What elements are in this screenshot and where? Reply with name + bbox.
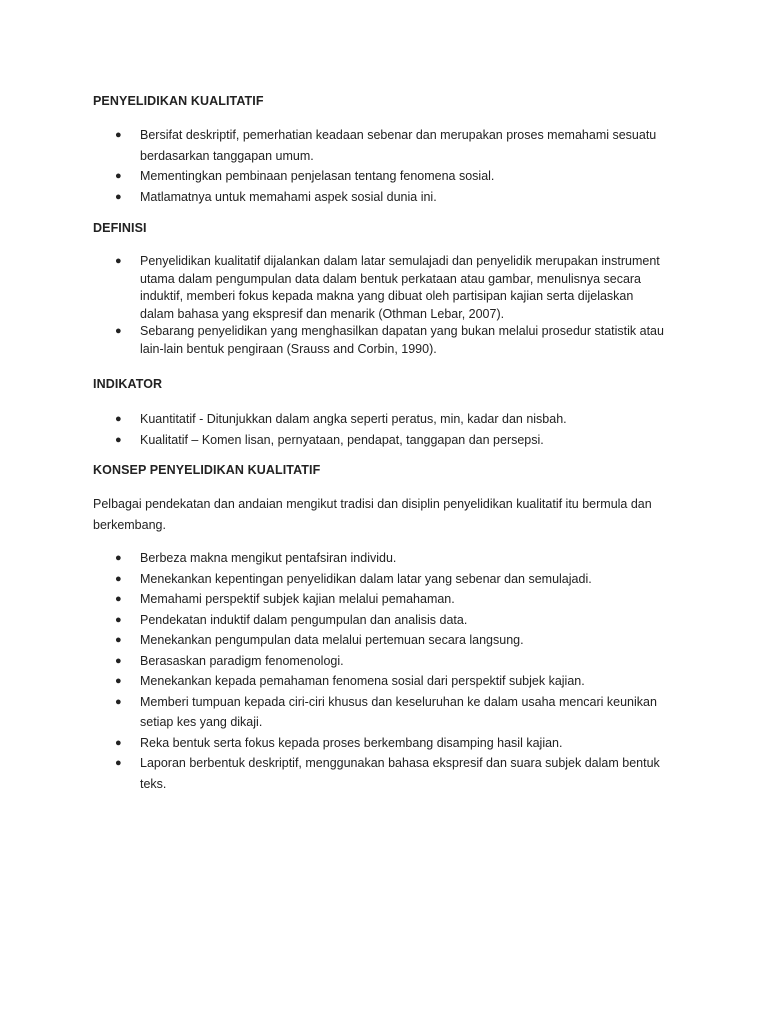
list-item xyxy=(0,692,670,733)
list-item-text: Memahami perspektif subjek kajian melalui pemahaman. xyxy=(140,592,455,606)
list-item-text: Menekankan kepada pemahaman fenomena sosial dari perspektif subjek kajian. xyxy=(140,674,585,688)
list-item-text: Menekankan pengumpulan data melalui pertemuan secara langsung. xyxy=(140,633,524,647)
bullet-icon: ● xyxy=(115,613,122,626)
bullet-icon: ● xyxy=(115,695,122,708)
bullet-icon: ● xyxy=(115,190,122,203)
list-item-text: Kualitatif – Komen lisan, pernyataan, pendapat, tanggapan dan persepsi. xyxy=(140,432,544,447)
list-item-text: Berasaskan paradigm fenomenologi. xyxy=(140,653,344,668)
section-paragraph: Pelbagai pendekatan dan andaian mengikut tradisi dan disiplin penyelidikan kualitatif itu bermula dan berkembang. xyxy=(93,497,652,532)
bullet-icon: ● xyxy=(115,654,122,667)
bullet-icon: ● xyxy=(115,552,122,564)
list-item-text: Memberi tumpuan kepada ciri-ciri khusus dan keseluruhan ke dalam usaha mencari keunikan setiap kes yang dikaji. xyxy=(140,694,657,729)
list-item-text: Sebarang penyelidikan yang menghasilkan dapatan yang bukan melalui prosedur statistik atau lain-lain bentuk pengiraan (Srauss and Corbin, 1990). xyxy=(140,324,664,356)
bullet-icon: ● xyxy=(115,413,122,425)
bullet-icon: ● xyxy=(115,255,122,267)
list-item xyxy=(0,753,670,794)
list-item xyxy=(0,610,670,631)
list-item xyxy=(0,548,670,569)
list-item xyxy=(0,166,670,187)
bullet-icon: ● xyxy=(115,634,122,646)
section-heading: PENYELIDIKAN KUALITATIF xyxy=(93,94,264,108)
bullet-list xyxy=(0,125,670,207)
list-item xyxy=(0,671,670,692)
list-item xyxy=(0,589,670,610)
list-item xyxy=(0,430,670,451)
list-item-text: Berbeza makna mengikut pentafsiran individu. xyxy=(140,551,397,565)
bullet-icon: ● xyxy=(115,675,122,687)
list-item xyxy=(0,569,670,590)
section-heading: DEFINISI xyxy=(93,221,147,235)
list-item-text: Mementingkan pembinaan penjelasan tentang fenomena sosial. xyxy=(140,169,495,183)
list-item xyxy=(0,187,670,208)
list-item xyxy=(0,253,670,323)
list-item-text: Menekankan kepentingan penyelidikan dalam latar yang sebenar dan semulajadi. xyxy=(140,571,592,586)
bullet-icon: ● xyxy=(115,736,122,749)
list-item-text: Kuantitatif - Ditunjukkan dalam angka seperti peratus, min, kadar dan nisbah. xyxy=(140,412,567,426)
bullet-icon: ● xyxy=(115,170,122,182)
list-item xyxy=(0,409,670,430)
section-heading: KONSEP PENYELIDIKAN KUALITATIF xyxy=(93,463,321,477)
bullet-list xyxy=(0,409,670,450)
bullet-list xyxy=(0,253,670,358)
bullet-icon: ● xyxy=(115,757,122,769)
list-item xyxy=(0,651,670,672)
bullet-list xyxy=(0,548,670,794)
list-item xyxy=(0,733,670,754)
list-item-text: Matlamatnya untuk memahami aspek sosial dunia ini. xyxy=(140,189,437,204)
bullet-icon: ● xyxy=(115,129,122,141)
list-item xyxy=(0,323,670,358)
bullet-icon: ● xyxy=(115,572,122,585)
section-heading: INDIKATOR xyxy=(93,377,163,391)
list-item-text: Reka bentuk serta fokus kepada proses berkembang disamping hasil kajian. xyxy=(140,735,563,750)
bullet-icon: ● xyxy=(115,593,122,605)
list-item-text: Bersifat deskriptif, pemerhatian keadaan sebenar dan merupakan proses memahami sesuatu berdasarkan tanggapan umum. xyxy=(140,128,657,163)
list-item xyxy=(0,125,670,166)
list-item-text: Pendekatan induktif dalam pengumpulan dan analisis data. xyxy=(140,612,468,627)
bullet-icon: ● xyxy=(115,325,122,337)
list-item xyxy=(0,630,670,651)
list-item-text: Laporan berbentuk deskriptif, menggunakan bahasa ekspresif dan suara subjek dalam bentuk teks. xyxy=(140,756,660,791)
bullet-icon: ● xyxy=(115,433,122,446)
list-item-text: Penyelidikan kualitatif dijalankan dalam latar semulajadi dan penyelidik merupakan instrument utama dalam pengumpulan data dalam bentuk perkataan atau gambar, menulisnya secara induktif, memberi fokus kepada makna yang dibuat oleh partisipan kajian serta dijelaskan dalam bahasa yang ekspresif dan menarik (Othman Lebar, 2007). xyxy=(140,254,660,321)
